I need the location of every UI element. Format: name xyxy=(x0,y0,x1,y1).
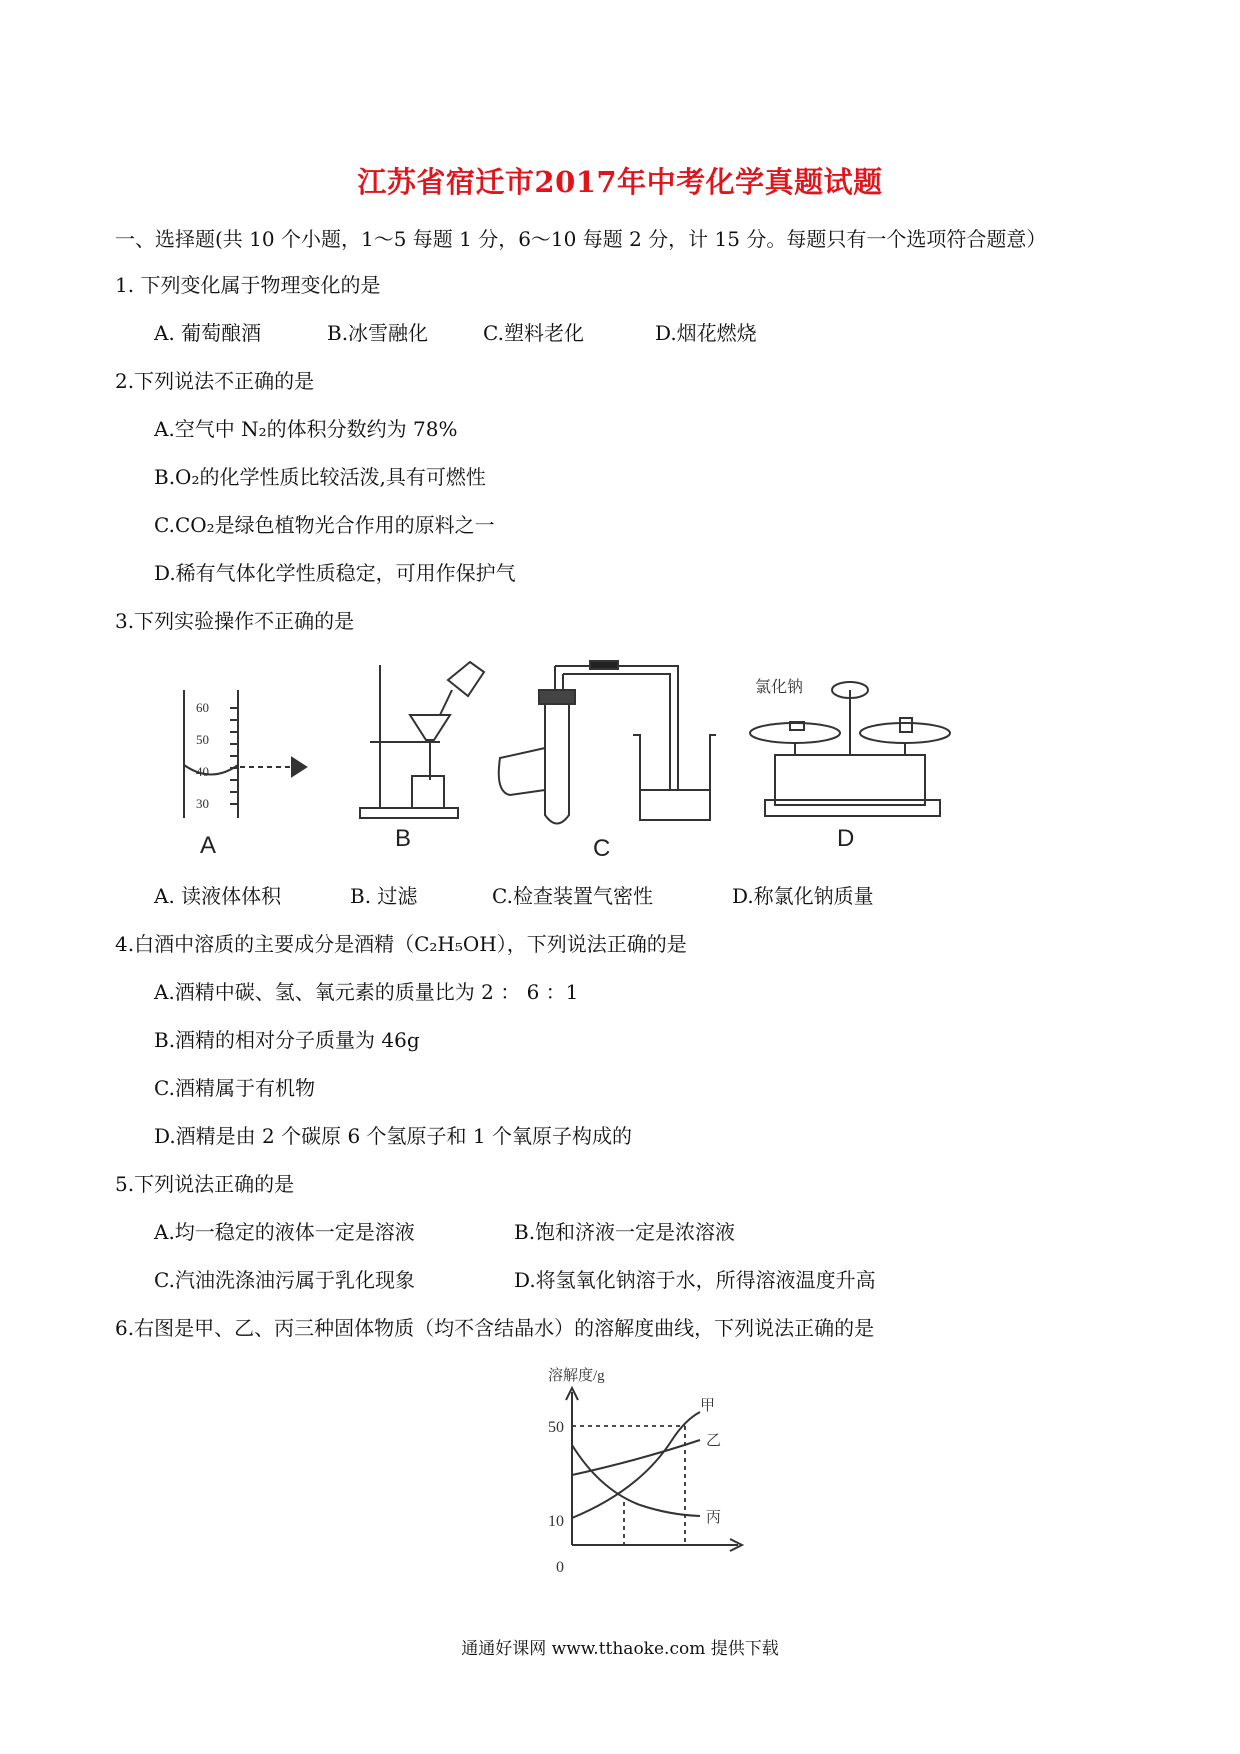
series-label-yi: 乙 xyxy=(706,1433,722,1449)
question-2-stem: 2.下列说法不正确的是 xyxy=(115,369,315,393)
graph-ytick-10: 10 xyxy=(548,1513,564,1530)
q2-option-a: A.空气中 N₂的体积分数约为 78% xyxy=(154,417,458,441)
q1-option-b: B.冰雪融化 xyxy=(327,321,429,345)
q3-option-d: D.称氯化钠质量 xyxy=(732,884,874,908)
graph-ytick-50: 50 xyxy=(548,1419,564,1436)
series-label-bing: 丙 xyxy=(706,1510,722,1526)
figure-label-a: A xyxy=(200,832,217,859)
q4-option-b: B.酒精的相对分子质量为 46g xyxy=(154,1028,420,1052)
graph-origin: 0 xyxy=(556,1559,564,1575)
cylinder-tick-60: 60 xyxy=(196,700,209,715)
q2-option-b: B.O₂的化学性质比较活泼,具有可燃性 xyxy=(154,465,486,489)
q1-option-c: C.塑料老化 xyxy=(483,321,584,345)
question-1-stem: 1. 下列变化属于物理变化的是 xyxy=(115,273,381,297)
q3-option-b: B. 过滤 xyxy=(350,884,418,908)
question-4-stem: 4.白酒中溶质的主要成分是酒精（C₂H₅OH），下列说法正确的是 xyxy=(115,932,687,956)
page-footer: 通通好课网 www.tthaoke.com 提供下载 xyxy=(461,1639,779,1659)
balance-label: 氯化钠 xyxy=(755,679,804,696)
q1-option-d: D.烟花燃烧 xyxy=(655,321,757,345)
curve-jia xyxy=(572,1412,700,1518)
figure-c-airtightness xyxy=(499,661,716,824)
q4-option-d: D.酒精是由 2 个碳原 6 个氢原子和 1 个氧原子构成的 xyxy=(154,1124,632,1148)
graph-ylabel: 溶解度/g xyxy=(548,1368,605,1384)
figure-b-filtration xyxy=(360,662,484,818)
section-heading: 一、选择题(共 10 个小题，1～5 每题 1 分，6～10 每题 2 分，计 15 分。每题只有一个选项符合题意） xyxy=(115,227,1047,251)
figure-d-balance xyxy=(750,682,950,816)
experiment-figures xyxy=(0,650,1240,880)
q4-option-a: A.酒精中碳、氢、氧元素的质量比为 2 ： 6 ：1 xyxy=(154,980,579,1004)
series-label-jia: 甲 xyxy=(700,1398,716,1414)
cylinder-tick-30: 30 xyxy=(196,796,209,811)
solubility-graph xyxy=(520,1365,780,1575)
question-6-stem: 6.右图是甲、乙、丙三种固体物质（均不含结晶水）的溶解度曲线，下列说法正确的是 xyxy=(115,1316,875,1340)
q4-option-c: C.酒精属于有机物 xyxy=(154,1076,315,1100)
q3-option-c: C.检查装置气密性 xyxy=(492,884,653,908)
q5-option-d: D.将氢氧化钠溶于水，所得溶液温度升高 xyxy=(514,1268,876,1292)
figure-label-c: C xyxy=(593,835,611,862)
q5-option-b: B.饱和济液一定是浓溶液 xyxy=(514,1220,736,1244)
q5-option-c: C.汽油洗涤油污属于乳化现象 xyxy=(154,1268,415,1292)
figure-label-d: D xyxy=(837,825,855,852)
document-title: 江苏省宿迁市2017年中考化学真题试题 xyxy=(357,165,883,199)
cylinder-tick-50: 50 xyxy=(196,732,209,747)
question-5-stem: 5.下列说法正确的是 xyxy=(115,1172,295,1196)
q2-option-c: C.CO₂是绿色植物光合作用的原料之一 xyxy=(154,513,495,537)
q3-option-a: A. 读液体体积 xyxy=(154,884,282,908)
figure-label-b: B xyxy=(395,825,412,852)
cylinder-tick-40: 40 xyxy=(196,764,209,779)
question-3-stem: 3.下列实验操作不正确的是 xyxy=(115,609,355,633)
q5-option-a: A.均一稳定的液体一定是溶液 xyxy=(154,1220,415,1244)
q1-option-a: A. 葡萄酿酒 xyxy=(154,321,262,345)
q2-option-d: D.稀有气体化学性质稳定，可用作保护气 xyxy=(154,561,516,585)
